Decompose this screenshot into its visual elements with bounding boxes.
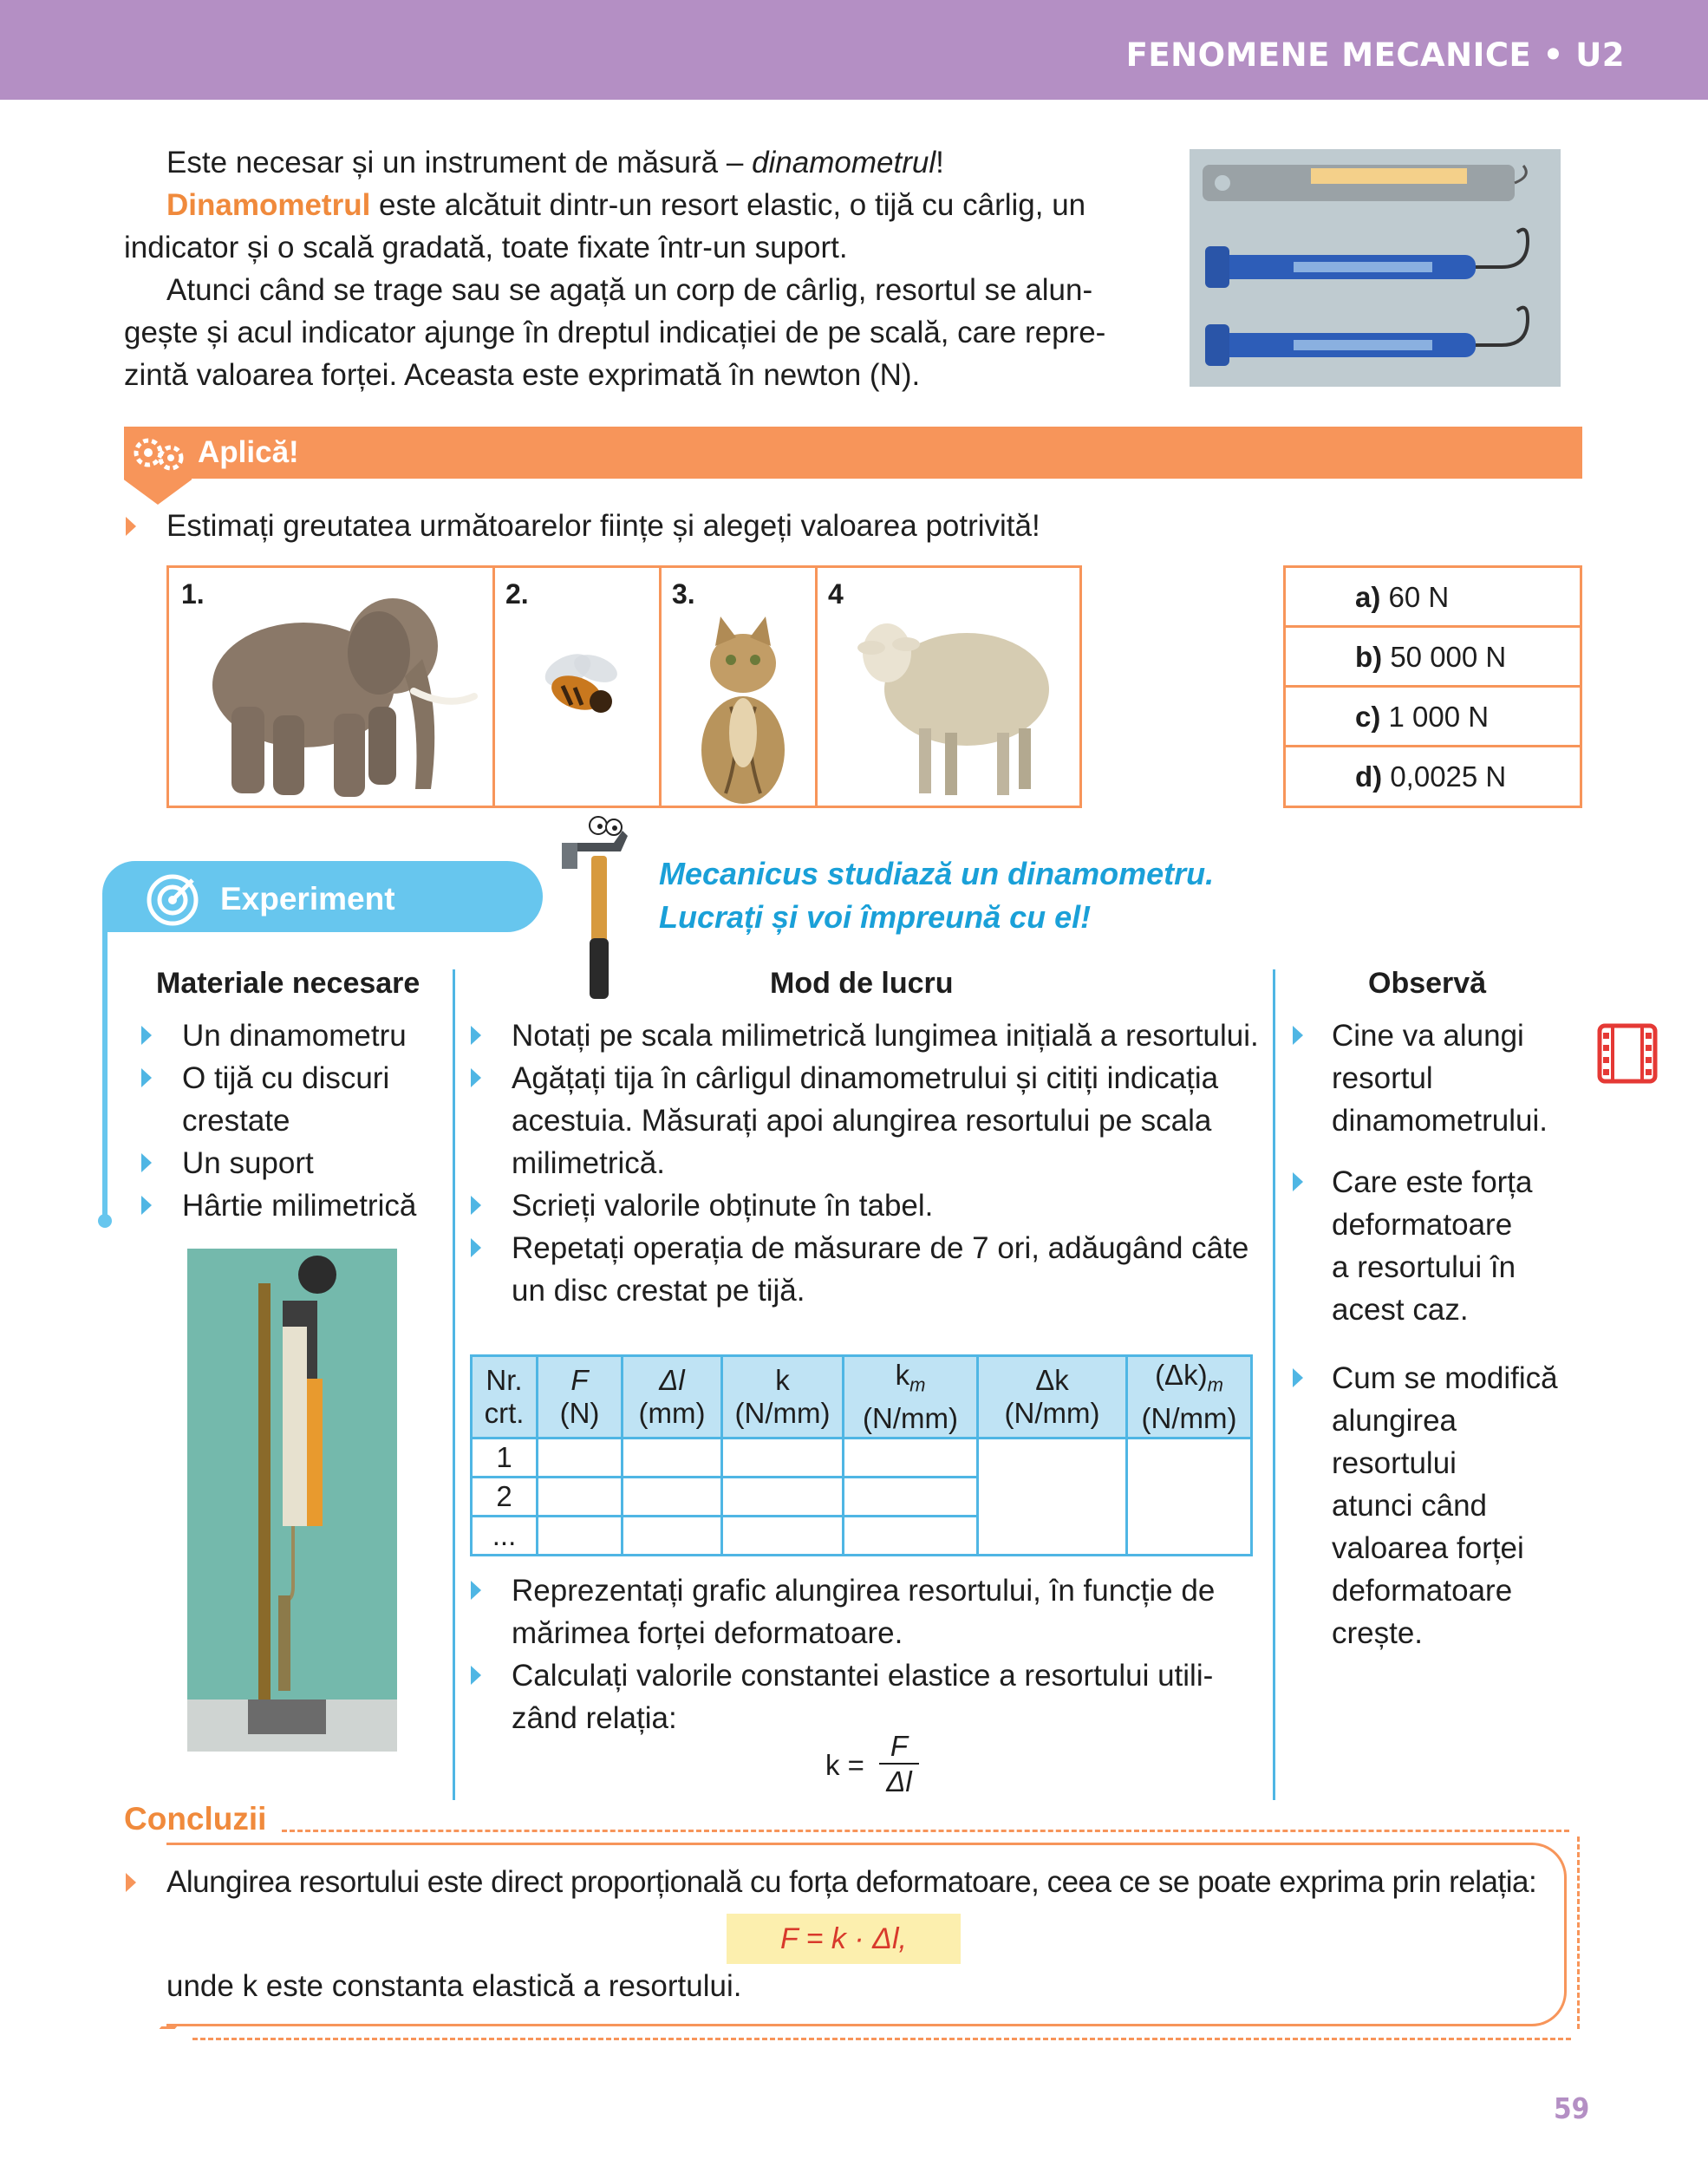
bullet-icon xyxy=(471,1666,481,1685)
sheep-image xyxy=(837,603,1071,806)
table-cell xyxy=(623,1477,722,1516)
bullet-icon xyxy=(141,1068,152,1087)
bullet-icon xyxy=(471,1026,481,1045)
elephant-image xyxy=(186,577,486,808)
table-cell xyxy=(623,1516,722,1555)
bullet-icon xyxy=(471,1196,481,1215)
bullet-icon xyxy=(141,1026,152,1045)
table-cell xyxy=(722,1477,844,1516)
materials-heading: Materiale necesare xyxy=(156,967,420,1000)
observe-question: Care este forța deformatoare a resortului în acest caz. xyxy=(1290,1161,1576,1331)
procedure-step: Calculați valorile constantei elastice a resortului utili- xyxy=(468,1654,1266,1697)
table-row xyxy=(472,1438,1252,1477)
table-header-cell: k (N/mm) xyxy=(722,1356,844,1439)
aplica-label: Aplică! xyxy=(198,435,299,469)
animal-number: 3. xyxy=(672,578,695,610)
bullet-icon xyxy=(1293,1026,1303,1045)
table-cell xyxy=(722,1516,844,1555)
table-cell xyxy=(722,1438,844,1477)
animals-grid xyxy=(166,565,1082,808)
intro-line-4: Atunci când se trage sau se agață un corp de cârlig, resortul se alun- xyxy=(166,273,1093,307)
measurement-table xyxy=(470,1354,1253,1556)
bullet-icon xyxy=(126,1873,136,1892)
intro-line-3: indicator și o scală gradată, toate fixate într-un suport. xyxy=(124,231,848,264)
aplica-banner xyxy=(124,427,1582,479)
list-item: Un suport xyxy=(139,1142,442,1184)
intro-line-2: Dinamometrul este alcătuit dintr-un resort elastic, o tijă cu cârlig, un xyxy=(166,188,1086,222)
procedure-step-cont: zând relația: xyxy=(512,1701,677,1735)
bullet-icon xyxy=(471,1068,481,1087)
bee-image xyxy=(525,637,637,737)
table-cell xyxy=(623,1438,722,1477)
page-number: 59 xyxy=(1554,2091,1590,2125)
procedure-step-cont: mărimea forței deformatoare. xyxy=(512,1616,903,1650)
dynamometer-photo xyxy=(1190,149,1561,387)
bullet-icon xyxy=(141,1153,152,1172)
hooke-formula: F = k · Δl, xyxy=(727,1914,961,1964)
procedure-step-cont: acestuia. Măsurați apoi alungirea resortului pe scala xyxy=(512,1104,1212,1138)
mecanicus-mascot xyxy=(555,808,633,1008)
bullet-icon xyxy=(126,517,136,536)
procedure-step: Scrieți valorile obținute în tabel. xyxy=(468,1184,1266,1227)
list-item: Hârtie milimetrică xyxy=(139,1184,442,1227)
table-header-row xyxy=(472,1356,1252,1439)
conclusions-label: Concluzii xyxy=(124,1801,267,1837)
experiment-rail xyxy=(102,902,108,1223)
intro-text xyxy=(124,141,1147,396)
table-cell: 1 xyxy=(472,1438,538,1477)
film-icon[interactable] xyxy=(1597,1023,1658,1088)
mecanicus-caption: Mecanicus studiază un dinamometru. Lucrați și voi împreună cu el! xyxy=(659,856,1215,935)
procedure-step: Reprezentați grafic alungirea resortului, în funcție de xyxy=(468,1569,1266,1612)
observe-heading: Observă xyxy=(1368,967,1487,1000)
aplica-instruction: Estimați greutatea următoarelor ființe și alegeți valoarea potrivită! xyxy=(166,509,1040,543)
bullet-icon xyxy=(141,1196,152,1215)
procedure-list-2 xyxy=(468,1569,1266,1739)
intro-line-6: zintă valoarea forței. Aceasta este exprimată în newton (N). xyxy=(124,358,921,392)
animal-number: 1. xyxy=(181,578,205,610)
table-header-cell: F (N) xyxy=(538,1356,623,1439)
experiment-rail-dot xyxy=(98,1214,112,1228)
table-cell xyxy=(844,1438,978,1477)
animal-number: 4 xyxy=(828,578,844,610)
chapter-title: FENOMENE MECANICE • U2 xyxy=(1125,36,1625,74)
procedure-list xyxy=(468,1014,1266,1312)
table-header-cell: Δl (mm) xyxy=(623,1356,722,1439)
conclusions-border xyxy=(192,2038,1571,2040)
conclusion-tail: unde k este constanta elastică a resortului. xyxy=(166,1969,742,2003)
procedure-step: Agățați tija în cârligul dinamometrului și citiți indicația xyxy=(468,1057,1266,1099)
conclusion-text: Alungirea resortului este direct proporțională cu forța deformatoare, ceea ce se poate exprima prin relația: xyxy=(166,1865,1537,1899)
column-divider xyxy=(453,969,455,1800)
conclusions-border xyxy=(282,1830,1569,1832)
bullet-icon xyxy=(471,1581,481,1600)
table-header-cell: $(\Delta k)_m$ (N/mm) xyxy=(1127,1356,1252,1439)
table-cell xyxy=(844,1516,978,1555)
table-cell xyxy=(1127,1438,1252,1555)
animal-number: 2. xyxy=(505,578,529,610)
gears-icon xyxy=(133,434,186,481)
procedure-heading: Mod de lucru xyxy=(770,967,954,1000)
answer-option-b: b) 50 000 N xyxy=(1286,628,1580,688)
answer-option-a: a) 60 N xyxy=(1286,568,1580,628)
column-divider xyxy=(1273,969,1275,1800)
answer-options xyxy=(1283,565,1582,808)
materials-list xyxy=(139,1014,442,1227)
observe-question: Cine va alungi resortul dinamometrului. xyxy=(1290,1014,1576,1142)
intro-line-5: gește și acul indicator ajunge în dreptul indicației de pe scală, care repre- xyxy=(124,316,1106,349)
answer-option-d: d) 0,0025 N xyxy=(1355,760,1507,793)
observe-question: Cum se modifică alungirea resortului atunci când valoarea forței deformatoare crește. xyxy=(1290,1357,1576,1654)
experiment-label: Experiment xyxy=(220,881,395,917)
procedure-step: Notați pe scala milimetrică lungimea inițială a resortului. xyxy=(468,1014,1266,1057)
procedure-step: Repetați operația de măsurare de 7 ori, adăugând câte xyxy=(468,1227,1266,1269)
table-cell: 2 xyxy=(472,1477,538,1516)
observe-list xyxy=(1290,1014,1576,1654)
table-header-cell: Δk (N/mm) xyxy=(978,1356,1127,1439)
table-header-cell: $k_m$ (N/mm) xyxy=(844,1356,978,1439)
table-cell xyxy=(978,1438,1127,1555)
grid-divider xyxy=(815,568,818,806)
cat-image xyxy=(682,611,804,811)
bullet-icon xyxy=(1293,1368,1303,1387)
dynamometer-stand-photo xyxy=(187,1249,397,1752)
bullet-icon xyxy=(471,1238,481,1257)
table-cell: ... xyxy=(472,1516,538,1555)
grid-divider xyxy=(659,568,662,806)
list-item: Un dinamometru xyxy=(139,1014,442,1057)
conclusions-border xyxy=(1577,1837,1580,2029)
term-dinamometrul: Dinamometrul xyxy=(166,188,371,222)
table-cell xyxy=(538,1516,623,1555)
target-icon xyxy=(144,871,201,933)
grid-divider xyxy=(492,568,495,806)
answer-option-c: c) 1 000 N xyxy=(1286,688,1580,747)
table-cell xyxy=(844,1477,978,1516)
bullet-icon xyxy=(1293,1172,1303,1191)
intro-line-1: Este necesar și un instrument de măsură – dinamometrul! xyxy=(166,146,944,179)
table-header-cell: Nr. crt. xyxy=(472,1356,538,1439)
table-cell xyxy=(538,1477,623,1516)
procedure-step-cont: un disc crestat pe tijă. xyxy=(512,1274,805,1308)
procedure-step-cont: milimetrică. xyxy=(512,1146,665,1180)
table-cell xyxy=(538,1438,623,1477)
list-item: O tijă cu discuri xyxy=(139,1057,442,1099)
list-item-cont: crestate xyxy=(182,1104,290,1138)
